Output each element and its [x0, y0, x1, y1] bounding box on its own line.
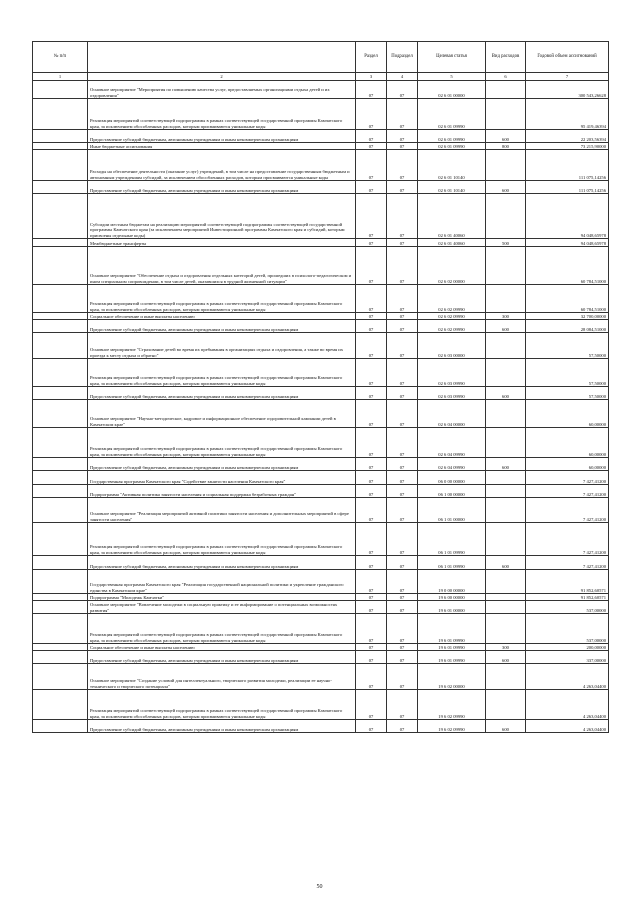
- num-cell: [33, 400, 88, 428]
- col-number: 5: [418, 73, 486, 81]
- razdel-cell: 07: [356, 690, 387, 720]
- name-cell: Субсидии местным бюджетам на реализацию мероприятий соответствующей подпрограммы соответствующей государственной программы Камчатского края (за исключением мероприятий Инвестиционной программы Камчатского края и субсидий, которым присвоены отдельные коды): [88, 194, 356, 239]
- razdel-cell: 07: [356, 320, 387, 333]
- csr-cell: 19 6 02 00000: [418, 664, 486, 690]
- table-row: [33, 471, 609, 485]
- amount-cell: 7 427,41200: [526, 498, 609, 523]
- podrazdel-cell: 07: [387, 194, 418, 239]
- vr-cell: [486, 400, 526, 428]
- podrazdel-cell: 07: [387, 333, 418, 359]
- podrazdel-cell: 07: [387, 644, 418, 651]
- table-row: [33, 690, 609, 720]
- amount-cell: 4 263,04400: [526, 720, 609, 733]
- csr-cell: 06 1 01 00000: [418, 498, 486, 523]
- podrazdel-cell: 07: [387, 99, 418, 130]
- vr-cell: 600: [486, 556, 526, 570]
- name-cell: Основное мероприятие "Реализация мероприятий активной политики занятости населения и дополнительных мероприятий в сфере занятости населения": [88, 498, 356, 523]
- col-number: 3: [356, 73, 387, 81]
- amount-cell: 57,50000: [526, 333, 609, 359]
- table-row: [33, 333, 609, 359]
- podrazdel-cell: 07: [387, 664, 418, 690]
- amount-cell: 95 419,46394: [526, 99, 609, 130]
- csr-cell: 02 6 01 09990: [418, 130, 486, 143]
- razdel-cell: 07: [356, 614, 387, 644]
- table-row: [33, 143, 609, 150]
- vr-cell: [486, 333, 526, 359]
- vr-cell: 800: [486, 143, 526, 150]
- table-row: [33, 150, 609, 181]
- csr-cell: 02 6 03 09990: [418, 387, 486, 400]
- razdel-cell: 07: [356, 359, 387, 387]
- num-cell: [33, 594, 88, 601]
- podrazdel-cell: 07: [387, 690, 418, 720]
- amount-cell: 91 852,60571: [526, 594, 609, 601]
- podrazdel-cell: 07: [387, 720, 418, 733]
- num-cell: [33, 333, 88, 359]
- header-num: № п/п: [33, 42, 88, 73]
- table-row: [33, 498, 609, 523]
- podrazdel-cell: 07: [387, 285, 418, 313]
- razdel-cell: 07: [356, 458, 387, 471]
- razdel-cell: 07: [356, 333, 387, 359]
- name-cell: Предоставление субсидий бюджетным, автономным учреждениям и иным некоммерческим организациям: [88, 458, 356, 471]
- num-cell: [33, 247, 88, 285]
- amount-cell: 4 263,04400: [526, 690, 609, 720]
- table-row: [33, 239, 609, 247]
- num-cell: [33, 428, 88, 458]
- podrazdel-cell: 07: [387, 359, 418, 387]
- podrazdel-cell: 07: [387, 400, 418, 428]
- amount-cell: 7 427,41200: [526, 556, 609, 570]
- num-cell: [33, 320, 88, 333]
- table-row: [33, 194, 609, 239]
- vr-cell: 600: [486, 387, 526, 400]
- name-cell: Расходы на обеспечение деятельности (оказание услуг) учреждений, в том числе на предоставление государственным бюджетным и автономным учреждениям субсидий, за исключением обособленных расходов, которым присваиваются уникальные коды: [88, 150, 356, 181]
- name-cell: Предоставление субсидий бюджетным, автономным учреждениям и иным некоммерческим организациям: [88, 651, 356, 664]
- podrazdel-cell: 07: [387, 556, 418, 570]
- vr-cell: 500: [486, 239, 526, 247]
- table-row: [33, 285, 609, 313]
- csr-cell: 02 6 01 00000: [418, 81, 486, 99]
- table-row: [33, 247, 609, 285]
- amount-cell: 57,50000: [526, 359, 609, 387]
- podrazdel-cell: 07: [387, 570, 418, 594]
- num-cell: [33, 130, 88, 143]
- amount-cell: 4 263,04400: [526, 664, 609, 690]
- num-cell: [33, 99, 88, 130]
- csr-cell: 19 6 01 09990: [418, 651, 486, 664]
- name-cell: Предоставление субсидий бюджетным, автономным учреждениям и иным некоммерческим организациям: [88, 720, 356, 733]
- razdel-cell: 07: [356, 720, 387, 733]
- podrazdel-cell: 07: [387, 601, 418, 614]
- table-row: [33, 400, 609, 428]
- table-row: [33, 601, 609, 614]
- podrazdel-cell: 07: [387, 247, 418, 285]
- name-cell: Основное мероприятие "Научно-методическое, кадровое и информационное обеспечение оздоровительной кампании детей в Камчатском крае": [88, 400, 356, 428]
- csr-cell: 02 6 01 40060: [418, 239, 486, 247]
- razdel-cell: 07: [356, 594, 387, 601]
- razdel-cell: 07: [356, 570, 387, 594]
- table-row: [33, 130, 609, 143]
- razdel-cell: 07: [356, 247, 387, 285]
- table-row: [33, 99, 609, 130]
- csr-cell: 02 6 04 09990: [418, 458, 486, 471]
- num-cell: [33, 523, 88, 556]
- csr-cell: 02 6 01 10140: [418, 181, 486, 194]
- amount-cell: 60,00000: [526, 428, 609, 458]
- col-number: 1: [33, 73, 88, 81]
- vr-cell: 600: [486, 320, 526, 333]
- name-cell: Иные бюджетные ассигнования: [88, 143, 356, 150]
- name-cell: Основное мероприятие "Вовлечение молодежи в социальную практику и ее информирование о потенциальных возможностях развития": [88, 601, 356, 614]
- num-cell: [33, 458, 88, 471]
- vr-cell: 600: [486, 720, 526, 733]
- vr-cell: [486, 285, 526, 313]
- podrazdel-cell: 07: [387, 651, 418, 664]
- razdel-cell: 07: [356, 285, 387, 313]
- table-row: [33, 644, 609, 651]
- csr-cell: 02 6 02 09990: [418, 313, 486, 320]
- vr-cell: [486, 150, 526, 181]
- razdel-cell: 07: [356, 664, 387, 690]
- vr-cell: 600: [486, 651, 526, 664]
- vr-cell: [486, 664, 526, 690]
- name-cell: Предоставление субсидий бюджетным, автономным учреждениям и иным некоммерческим организациям: [88, 387, 356, 400]
- vr-cell: [486, 594, 526, 601]
- csr-cell: 02 6 01 09990: [418, 143, 486, 150]
- vr-cell: [486, 523, 526, 556]
- podrazdel-cell: 07: [387, 614, 418, 644]
- csr-cell: 19 6 00 00000: [418, 594, 486, 601]
- num-cell: [33, 614, 88, 644]
- vr-cell: 600: [486, 181, 526, 194]
- amount-cell: 7 427,41200: [526, 471, 609, 485]
- podrazdel-cell: 07: [387, 471, 418, 485]
- razdel-cell: 07: [356, 387, 387, 400]
- column-number-row: [33, 73, 609, 81]
- razdel-cell: 07: [356, 644, 387, 651]
- csr-cell: 19 6 01 09990: [418, 614, 486, 644]
- num-cell: [33, 601, 88, 614]
- name-cell: Социальное обеспечение и иные выплаты населению: [88, 313, 356, 320]
- podrazdel-cell: 07: [387, 239, 418, 247]
- name-cell: Реализация мероприятий соответствующей подпрограммы в рамках соответствующей государственной программы Камчатского края, за исключением обособленных расходов, которым присваиваются уникальные коды: [88, 690, 356, 720]
- podrazdel-cell: 07: [387, 458, 418, 471]
- csr-cell: 02 6 02 09990: [418, 320, 486, 333]
- table-row: [33, 556, 609, 570]
- table-row: [33, 485, 609, 498]
- vr-cell: [486, 81, 526, 99]
- podrazdel-cell: 07: [387, 143, 418, 150]
- col-number: 4: [387, 73, 418, 81]
- csr-cell: 19 0 00 00000: [418, 570, 486, 594]
- table-row: [33, 664, 609, 690]
- vr-cell: [486, 194, 526, 239]
- razdel-cell: 07: [356, 99, 387, 130]
- amount-cell: 537,00000: [526, 601, 609, 614]
- num-cell: [33, 81, 88, 99]
- vr-cell: 300: [486, 313, 526, 320]
- num-cell: [33, 285, 88, 313]
- vr-cell: [486, 570, 526, 594]
- podrazdel-cell: 07: [387, 387, 418, 400]
- table-row: [33, 720, 609, 733]
- name-cell: Основное мероприятие "Обеспечение отдыха и оздоровления отдельных категорий детей, прошедших в психолого-педагогическом и ином специальном сопровождении, в том числе детей, оказавшихся в трудной жизненной ситуации": [88, 247, 356, 285]
- table-row: [33, 313, 609, 320]
- num-cell: [33, 313, 88, 320]
- csr-cell: 02 6 01 10140: [418, 150, 486, 181]
- podrazdel-cell: 07: [387, 485, 418, 498]
- csr-cell: 19 6 02 09990: [418, 690, 486, 720]
- num-cell: [33, 143, 88, 150]
- csr-cell: 19 6 01 00000: [418, 601, 486, 614]
- col-number: 7: [526, 73, 609, 81]
- vr-cell: [486, 428, 526, 458]
- amount-cell: 91 852,60571: [526, 570, 609, 594]
- vr-cell: [486, 614, 526, 644]
- razdel-cell: 07: [356, 143, 387, 150]
- csr-cell: 06 1 01 09990: [418, 523, 486, 556]
- vr-cell: [486, 498, 526, 523]
- header-csr: Целевая статья: [418, 42, 486, 73]
- table-row: [33, 387, 609, 400]
- csr-cell: 02 6 04 00000: [418, 400, 486, 428]
- csr-cell: 19 6 02 09990: [418, 720, 486, 733]
- name-cell: Реализация мероприятий соответствующей подпрограммы в рамках соответствующей государственной программы Камчатского края, за исключением обособленных расходов, которым присваиваются уникальные коды: [88, 614, 356, 644]
- razdel-cell: 07: [356, 428, 387, 458]
- name-cell: Предоставление субсидий бюджетным, автономным учреждениям и иным некоммерческим организациям: [88, 556, 356, 570]
- razdel-cell: 07: [356, 130, 387, 143]
- name-cell: Социальное обеспечение и иные выплаты населению: [88, 644, 356, 651]
- razdel-cell: 07: [356, 313, 387, 320]
- vr-cell: 600: [486, 130, 526, 143]
- csr-cell: 02 6 03 09990: [418, 359, 486, 387]
- table-row: [33, 594, 609, 601]
- podrazdel-cell: 07: [387, 150, 418, 181]
- name-cell: Межбюджетные трансферты: [88, 239, 356, 247]
- num-cell: [33, 181, 88, 194]
- table-row: [33, 570, 609, 594]
- header-name: [88, 42, 356, 73]
- amount-cell: 111 075,14256: [526, 150, 609, 181]
- table-row: [33, 458, 609, 471]
- num-cell: [33, 471, 88, 485]
- csr-cell: 06 1 00 00000: [418, 485, 486, 498]
- header-vr: Вид расходов: [486, 42, 526, 73]
- podrazdel-cell: 07: [387, 81, 418, 99]
- razdel-cell: 07: [356, 485, 387, 498]
- amount-cell: 73 215,90000: [526, 143, 609, 150]
- podrazdel-cell: 07: [387, 523, 418, 556]
- razdel-cell: 07: [356, 400, 387, 428]
- num-cell: [33, 556, 88, 570]
- table-row: [33, 651, 609, 664]
- num-cell: [33, 150, 88, 181]
- name-cell: Реализация мероприятий соответствующей подпрограммы в рамках соответствующей государственной программы Камчатского края, за исключением обособленных расходов, которым присваиваются уникальные коды: [88, 99, 356, 130]
- podrazdel-cell: 07: [387, 594, 418, 601]
- num-cell: [33, 644, 88, 651]
- name-cell: Подпрограмма "Активная политика занятости населения и социальная поддержка безработных граждан": [88, 485, 356, 498]
- razdel-cell: 07: [356, 239, 387, 247]
- podrazdel-cell: 07: [387, 130, 418, 143]
- amount-cell: 94 048,65978: [526, 239, 609, 247]
- amount-cell: 28 084,51000: [526, 320, 609, 333]
- header-amount: Годовой объем ассигнований: [526, 42, 609, 73]
- name-cell: Реализация мероприятий соответствующей подпрограммы в рамках соответствующей государственной программы Камчатского края, за исключением обособленных расходов, которым присваиваются уникальные коды: [88, 285, 356, 313]
- num-cell: [33, 498, 88, 523]
- amount-cell: 111 075,14256: [526, 181, 609, 194]
- amount-cell: 7 427,41200: [526, 485, 609, 498]
- amount-cell: 57,50000: [526, 387, 609, 400]
- name-cell: Основное мероприятие "Создание условий для интеллектуального, творческого развития молодежи, реализации ее научно-технического и творческого потенциала": [88, 664, 356, 690]
- num-cell: [33, 359, 88, 387]
- razdel-cell: 07: [356, 194, 387, 239]
- header-razdel: Раздел: [356, 42, 387, 73]
- name-cell: Реализация мероприятий соответствующей подпрограммы в рамках соответствующей государственной программы Камчатского края, за исключением обособленных расходов, которым присваиваются уникальные коды: [88, 359, 356, 387]
- csr-cell: 06 1 01 09990: [418, 556, 486, 570]
- vr-cell: [486, 485, 526, 498]
- amount-cell: 60,00000: [526, 400, 609, 428]
- amount-cell: 60 784,51000: [526, 247, 609, 285]
- vr-cell: [486, 99, 526, 130]
- csr-cell: 19 6 01 09990: [418, 644, 486, 651]
- amount-cell: 300 543,26628: [526, 81, 609, 99]
- amount-cell: 60 784,51000: [526, 285, 609, 313]
- razdel-cell: 07: [356, 471, 387, 485]
- amount-cell: 537,00000: [526, 614, 609, 644]
- csr-cell: 02 6 01 40060: [418, 194, 486, 239]
- razdel-cell: 07: [356, 150, 387, 181]
- num-cell: [33, 485, 88, 498]
- name-cell: Реализация мероприятий соответствующей подпрограммы в рамках соответствующей государственной программы Камчатского края, за исключением обособленных расходов, которым присваиваются уникальные коды: [88, 428, 356, 458]
- razdel-cell: 07: [356, 523, 387, 556]
- podrazdel-cell: 07: [387, 498, 418, 523]
- podrazdel-cell: 07: [387, 313, 418, 320]
- num-cell: [33, 239, 88, 247]
- amount-cell: 94 048,65978: [526, 194, 609, 239]
- name-cell: Предоставление субсидий бюджетным, автономным учреждениям и иным некоммерческим организациям: [88, 320, 356, 333]
- razdel-cell: 07: [356, 601, 387, 614]
- col-number: 6: [486, 73, 526, 81]
- csr-cell: 02 6 04 09990: [418, 428, 486, 458]
- table-row: [33, 359, 609, 387]
- razdel-cell: 07: [356, 556, 387, 570]
- num-cell: [33, 720, 88, 733]
- table-row: [33, 523, 609, 556]
- num-cell: [33, 570, 88, 594]
- csr-cell: 02 6 03 00000: [418, 333, 486, 359]
- table-row: [33, 428, 609, 458]
- budget-table: [32, 41, 609, 733]
- name-cell: Предоставление субсидий бюджетным, автономным учреждениям и иным некоммерческим организациям: [88, 181, 356, 194]
- amount-cell: 200,00000: [526, 644, 609, 651]
- vr-cell: [486, 247, 526, 285]
- amount-cell: 22 203,56394: [526, 130, 609, 143]
- csr-cell: 02 6 02 09990: [418, 285, 486, 313]
- header-podrazdel: Подраздел: [387, 42, 418, 73]
- num-cell: [33, 387, 88, 400]
- name-cell: Реализация мероприятий соответствующей подпрограммы в рамках соответствующей государственной программы Камчатского края, за исключением обособленных расходов, которым присваиваются уникальные коды: [88, 523, 356, 556]
- csr-cell: 02 6 02 00000: [418, 247, 486, 285]
- num-cell: [33, 690, 88, 720]
- amount-cell: 7 427,41200: [526, 523, 609, 556]
- podrazdel-cell: 07: [387, 320, 418, 333]
- vr-cell: [486, 601, 526, 614]
- razdel-cell: 07: [356, 181, 387, 194]
- podrazdel-cell: 07: [387, 181, 418, 194]
- num-cell: [33, 651, 88, 664]
- vr-cell: [486, 359, 526, 387]
- amount-cell: 60,00000: [526, 458, 609, 471]
- csr-cell: 02 6 01 09990: [418, 99, 486, 130]
- name-cell: Основное мероприятие "Мероприятия по повышению качества услуг, предоставляемых организациями отдыха детей и их оздоровления": [88, 81, 356, 99]
- col-number: 2: [88, 73, 356, 81]
- razdel-cell: 07: [356, 81, 387, 99]
- num-cell: [33, 194, 88, 239]
- name-cell: Основное мероприятие "Страхование детей во время их пребывания в организациях отдыха и оздоровления, а также во время их проезда к месту отдыха и обратно": [88, 333, 356, 359]
- vr-cell: [486, 471, 526, 485]
- vr-cell: [486, 690, 526, 720]
- name-cell: Государственная программа Камчатского края "Реализация государственной национальной политики и укрепление гражданского единства в Камчатском крае": [88, 570, 356, 594]
- num-cell: [33, 664, 88, 690]
- vr-cell: 300: [486, 644, 526, 651]
- table-header-row: [33, 42, 609, 73]
- amount-cell: 337,00000: [526, 651, 609, 664]
- name-cell: Предоставление субсидий бюджетным, автономным учреждениям и иным некоммерческим организациям: [88, 130, 356, 143]
- name-cell: Государственная программа Камчатского края "Содействие занятости населения Камчатского края": [88, 471, 356, 485]
- razdel-cell: 07: [356, 651, 387, 664]
- page-number: 50: [316, 884, 323, 890]
- table-row: [33, 81, 609, 99]
- podrazdel-cell: 07: [387, 428, 418, 458]
- table-row: [33, 181, 609, 194]
- csr-cell: 06 0 00 00000: [418, 471, 486, 485]
- table-row: [33, 614, 609, 644]
- razdel-cell: 07: [356, 498, 387, 523]
- amount-cell: 32 700,00000: [526, 313, 609, 320]
- table-row: [33, 320, 609, 333]
- vr-cell: 600: [486, 458, 526, 471]
- name-cell: Подпрограмма "Молодежь Камчатки": [88, 594, 356, 601]
